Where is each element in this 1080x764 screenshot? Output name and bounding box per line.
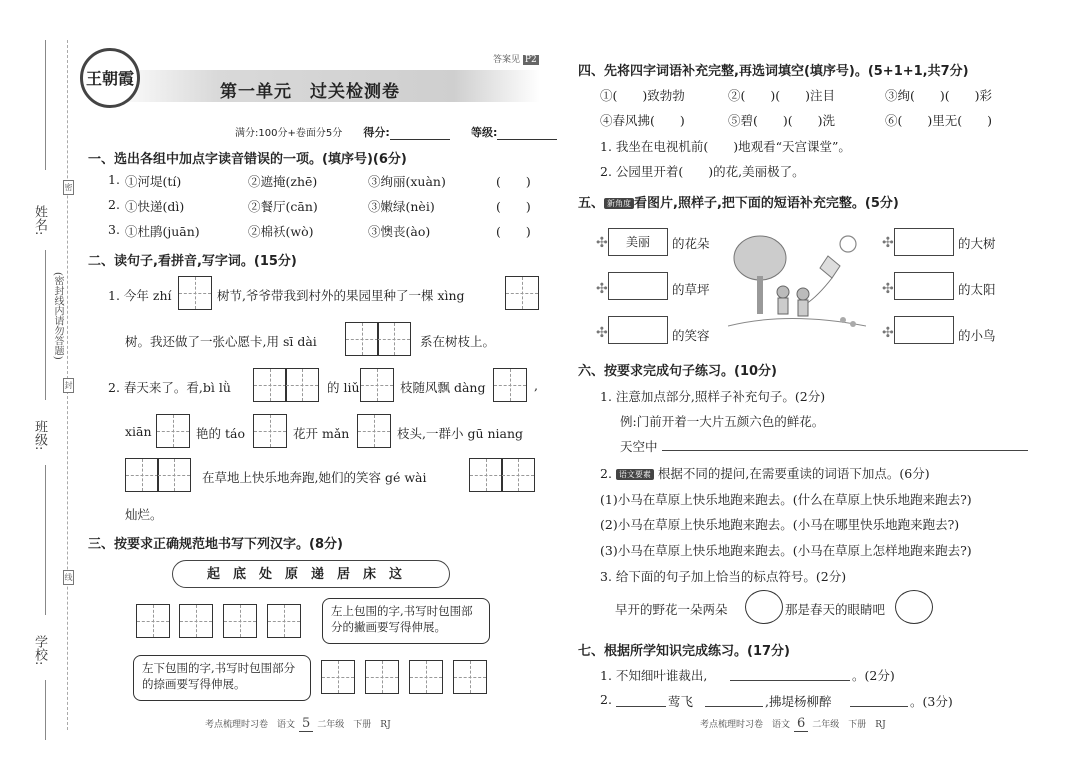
tianzige-grid[interactable]: [346, 322, 411, 356]
s6-item: (1)小马在草原上快乐地跑来跑去。(什么在草原上快乐地跑来跑去?): [600, 492, 972, 507]
writing-cell: [321, 660, 355, 694]
answer-line[interactable]: [730, 680, 850, 681]
hint-bubble: 左下包围的字,书写时包围部分的捺画要写得伸展。: [133, 655, 311, 701]
section-5-title: 五、 新角度 看图片,照样子,把下面的短语补充完整。(5分): [578, 196, 899, 211]
s2-text: 在草地上快乐地奔跑,她们的笑容 gé wài: [202, 470, 427, 485]
s2-text: 艳的 táo: [196, 426, 245, 441]
writing-cell: [357, 414, 391, 448]
grade-label: 等级:: [470, 126, 498, 139]
score-line: [235, 124, 557, 140]
grade-blank: [497, 127, 557, 140]
writing-cell: [285, 368, 319, 402]
phrase-box[interactable]: [894, 272, 954, 300]
phrase-box[interactable]: [608, 272, 668, 300]
binding-margin: [0, 0, 75, 764]
s5-phrase: 的小鸟: [958, 328, 996, 343]
s2-text: ,: [534, 378, 538, 393]
answer-reference: 答案见 P2: [493, 55, 537, 65]
writing-cell: [178, 276, 212, 310]
tianzige-grid[interactable]: [366, 660, 399, 694]
writing-cell: [125, 458, 159, 492]
s1-option: ③懊丧(ào): [368, 224, 431, 239]
s1-option: ①河堤(tí): [125, 174, 182, 189]
s4-word[interactable]: ⑥( )里无( ): [885, 113, 993, 128]
writing-cell: [345, 322, 379, 356]
section-1-title: 一、选出各组中加点字读音错误的一项。(填序号)(6分): [88, 152, 407, 167]
seal-mark: 线: [63, 570, 74, 585]
answer-paren[interactable]: ( ): [496, 224, 531, 239]
s6-item: (3)小马在草原上快乐地跑来跑去。(小马在草原上怎样地跑来跑去?): [600, 543, 972, 558]
s1-row-num: 3.: [108, 222, 120, 237]
s1-row-num: 1.: [108, 172, 120, 187]
tianzige-grid[interactable]: [180, 604, 213, 638]
s2-text: 2. 春天来了。看,bì lǜ: [108, 380, 231, 395]
s7-question: 。(3分): [910, 694, 953, 709]
s7-question: 1. 不知细叶谁裁出,: [600, 668, 708, 683]
writing-cell: [253, 368, 287, 402]
s6-sentence: 那是春天的眼睛吧: [785, 602, 886, 617]
answer-line[interactable]: [616, 706, 666, 707]
phrase-box[interactable]: [608, 316, 668, 344]
tianzige-grid[interactable]: [506, 276, 539, 310]
score-label: 得分:: [363, 126, 390, 139]
answer-line[interactable]: [705, 706, 763, 707]
tianzige-grid[interactable]: [126, 458, 191, 492]
s4-question: 2. 公园里开着( )的花,美丽极了。: [600, 164, 805, 179]
s2-text: xiān: [125, 424, 152, 439]
s5-phrase: 的笑容: [672, 328, 710, 343]
tianzige-grid[interactable]: [254, 368, 319, 402]
page-number: 5: [299, 716, 313, 732]
phrase-box[interactable]: [894, 316, 954, 344]
section-3-title: 三、按要求正确规范地书写下列汉字。(8分): [88, 537, 343, 552]
tianzige-grid[interactable]: [268, 604, 301, 638]
writing-cell: [469, 458, 503, 492]
s6-question: 1. 注意加点部分,照样子补充句子。(2分): [600, 389, 826, 404]
tianzige-grid[interactable]: [322, 660, 355, 694]
writing-cell: [253, 414, 287, 448]
pinwheel-icon: ✣: [596, 235, 608, 251]
writing-cell: [505, 276, 539, 310]
punctuation-oval[interactable]: [895, 590, 933, 624]
writing-cell: [501, 458, 535, 492]
section-7-title: 七、根据所学知识完成练习。(17分): [578, 644, 790, 659]
s1-option: ②遮掩(zhē): [248, 174, 318, 189]
seal-mark: 密: [63, 180, 74, 195]
s6-sky-label: 天空中: [620, 439, 658, 454]
margin-line: [45, 465, 46, 615]
tianzige-grid[interactable]: [454, 660, 487, 694]
writing-cell: [453, 660, 487, 694]
s5-phrase: 的草坪: [672, 282, 710, 297]
pinwheel-icon: ✣: [882, 235, 894, 251]
s4-word[interactable]: ⑤碧( )( )洗: [728, 113, 836, 128]
element-tag: 语文要素: [616, 469, 654, 480]
answer-line[interactable]: [662, 450, 1028, 451]
pinwheel-icon: ✣: [596, 281, 608, 297]
score-blank: [390, 127, 450, 140]
s2-text: 1. 今年 zhí: [108, 288, 172, 303]
s7-question: 2.: [600, 692, 612, 707]
writing-cell: [360, 368, 394, 402]
hint-bubble: 左上包围的字,书写时包围部分的撇画要写得伸展。: [322, 598, 490, 644]
s4-word[interactable]: ④春风拂( ): [600, 113, 685, 128]
s2-text: 枝随风飘 dàng: [400, 380, 486, 395]
answer-paren[interactable]: ( ): [496, 199, 531, 214]
pinwheel-icon: ✣: [596, 325, 608, 341]
s1-option: ③嫩绿(nèi): [368, 199, 435, 214]
footer-left: 考点梳理时习卷 语文 5 二年级 下册 RJ: [205, 716, 391, 731]
section-2-title: 二、读句子,看拼音,写字词。(15分): [88, 254, 297, 269]
s1-option: ②餐厅(cān): [248, 199, 318, 214]
s2-text: 花开 mǎn: [293, 426, 350, 441]
answer-page: P2: [524, 55, 537, 65]
s6-example: 例:门前开着一大片五颜六色的鲜花。: [620, 414, 825, 429]
section-6-title: 六、按要求完成句子练习。(10分): [578, 364, 777, 379]
s6-item: (2)小马在草原上快乐地跑来跑去。(小马在哪里快乐地跑来跑去?): [600, 517, 960, 532]
s1-option: ①快递(dì): [125, 199, 185, 214]
writing-cell: [156, 414, 190, 448]
writing-cell: [179, 604, 213, 638]
tianzige-grid[interactable]: [361, 368, 394, 402]
tianzige-grid[interactable]: [494, 368, 527, 402]
s2-text: 树。我还做了一张心愿卡,用 sī dài: [125, 334, 317, 349]
pinwheel-icon: ✣: [882, 281, 894, 297]
tianzige-grid[interactable]: [358, 414, 391, 448]
punctuation-oval[interactable]: [745, 590, 783, 624]
s6-question-2: 2. 语文要素 根据不同的提问,在需要重读的词语下加点。(6分): [600, 466, 930, 481]
s7-question: 莺飞: [668, 694, 694, 709]
s5-phrase: 的大树: [958, 236, 996, 251]
score-info: 满分:100分+卷面分5分: [235, 128, 343, 139]
s1-option: ①杜鹃(juān): [125, 224, 200, 239]
phrase-box[interactable]: [894, 228, 954, 256]
pinwheel-icon: ✣: [882, 325, 894, 341]
s1-row-num: 2.: [108, 197, 120, 212]
tianzige-grid[interactable]: [410, 660, 443, 694]
s5-phrase: 的花朵: [672, 236, 710, 251]
class-label: 班级:: [32, 420, 47, 451]
margin-line: [45, 250, 46, 400]
answer-line[interactable]: [850, 706, 908, 707]
margin-line: [45, 40, 46, 170]
brand-logo-text: 王朝霞: [86, 69, 135, 88]
s6-sentence: 早开的野花一朵两朵: [615, 602, 728, 617]
tianzige-grid[interactable]: [179, 276, 212, 310]
footer-right: 考点梳理时习卷 语文 6 二年级 下册 RJ: [700, 716, 886, 731]
writing-cell: [267, 604, 301, 638]
tianzige-grid[interactable]: [137, 604, 170, 638]
section-4-title: 四、先将四字词语补充完整,再选词填空(填序号)。(5+1+1,共7分): [578, 64, 969, 79]
name-label: 姓名:: [32, 205, 47, 236]
tianzige-grid[interactable]: [157, 414, 190, 448]
s2-text: 枝头,一群小 gū niang: [397, 426, 524, 441]
school-label: 学校:: [32, 635, 47, 666]
tianzige-grid[interactable]: [254, 414, 287, 448]
margin-line: [45, 680, 46, 740]
writing-cell: [377, 322, 411, 356]
s2-text: 灿烂。: [125, 507, 163, 522]
writing-cell: [365, 660, 399, 694]
page-number: 6: [794, 716, 808, 732]
s2-text: 的 liǔ: [327, 380, 360, 395]
answer-paren[interactable]: ( ): [496, 174, 531, 189]
seal-mark: 封: [63, 378, 74, 393]
s2-text: 树节,爷爷带我到村外的果园里种了一棵 xìng: [217, 288, 465, 303]
seal-note: (密封线内请勿答题): [52, 272, 63, 360]
s7-question: 。(2分): [852, 668, 895, 683]
s7-question: ,拂堤杨柳醉: [765, 694, 832, 709]
model-characters: 起底处原递居床这: [172, 560, 450, 588]
park-illustration: [728, 226, 866, 338]
s1-option: ②棉袄(wò): [248, 224, 314, 239]
s4-word[interactable]: ③绚( )( )彩: [885, 88, 993, 103]
s2-text: 系在树枝上。: [420, 334, 496, 349]
s4-question: 1. 我坐在电视机前( )地观看“天宫课堂”。: [600, 139, 851, 154]
writing-cell: [223, 604, 257, 638]
s4-word[interactable]: ①( )致勃勃: [600, 88, 685, 103]
writing-cell: [136, 604, 170, 638]
s6-question: 3. 给下面的句子加上恰当的标点符号。(2分): [600, 569, 847, 584]
writing-cell: [157, 458, 191, 492]
tianzige-grid[interactable]: [224, 604, 257, 638]
writing-cell: [409, 660, 443, 694]
tianzige-grid[interactable]: [470, 458, 535, 492]
s1-option: ③绚丽(xuàn): [368, 174, 446, 189]
phrase-box-example: 美丽: [608, 228, 668, 256]
s5-phrase: 的太阳: [958, 282, 996, 297]
s4-word[interactable]: ②( )( )注目: [728, 88, 836, 103]
new-angle-tag: 新角度: [604, 198, 634, 209]
writing-cell: [493, 368, 527, 402]
page-title: 第一单元 过关检测卷: [220, 82, 400, 102]
